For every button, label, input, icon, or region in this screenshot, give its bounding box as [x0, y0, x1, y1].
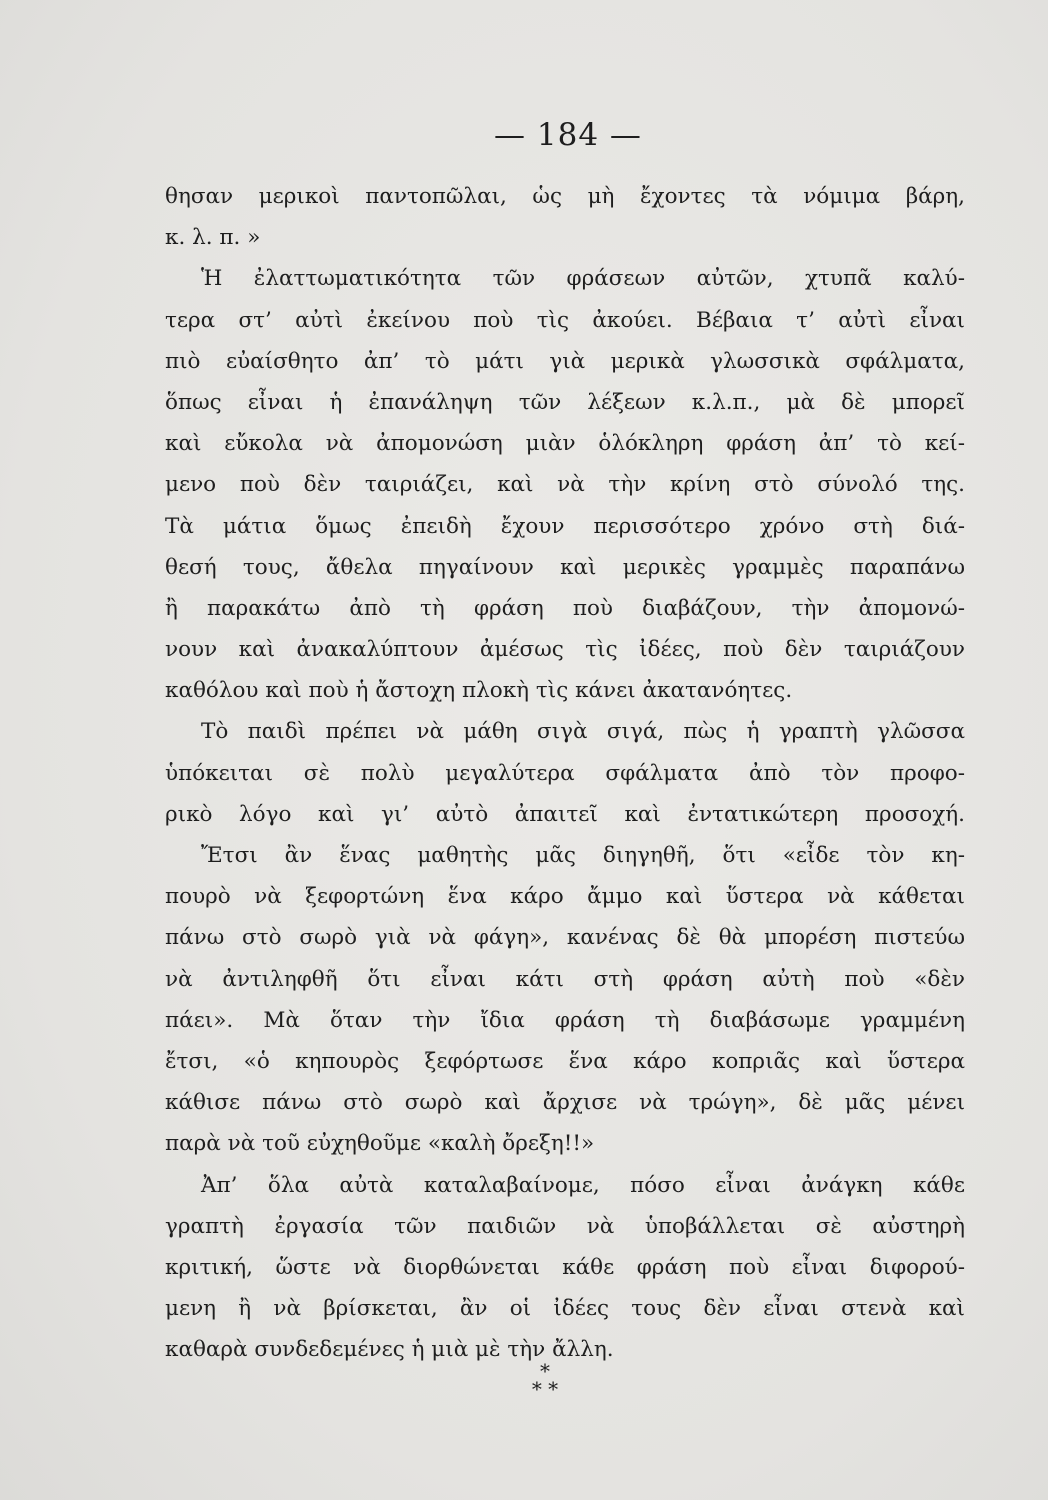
- text-line: ρικὸ λόγο καὶ γι’ αὐτὸ ἀπαιτεῖ καὶ ἐντατικώτερη προσοχή.: [165, 801, 965, 827]
- text-line: κ. λ. π. »: [165, 225, 261, 251]
- text-line: πιὸ εὐαίσθητο ἀπ’ τὸ μάτι γιὰ μερικὰ γλωσσικὰ σφάλματα,: [165, 348, 965, 374]
- text-line: Ἔτσι ἂν ἕνας μαθητὴς μᾶς διηγηθῆ, ὅτι «εἶδε τὸν κη-: [201, 843, 965, 868]
- text-line: τερα στ’ αὐτὶ ἐκείνου ποὺ τὶς ἀκούει. Βέβαια τ’ αὐτὶ εἶναι: [165, 307, 965, 333]
- text-line: Ἡ ἐλαττωματικότητα τῶν φράσεων αὐτῶν, χτυπᾶ καλύ-: [201, 266, 965, 292]
- text-line: γραπτὴ ἐργασία τῶν παιδιῶν νὰ ὑποβάλλεται σὲ αὐστηρὴ: [165, 1213, 965, 1239]
- text-line: κριτική, ὥστε νὰ διορθώνεται κάθε φράση ποὺ εἶναι διφορού-: [165, 1254, 965, 1280]
- text-line: Ἀπ’ ὅλα αὐτὰ καταλαβαίνομε, πόσο εἶναι ἀνάγκη κάθε: [201, 1172, 965, 1198]
- text-line: καὶ εὔκολα νὰ ἀπομονώση μιὰν ὁλόκληρη φράση ἀπ’ τὸ κεί-: [165, 431, 965, 457]
- text-line: καθαρὰ συνδεδεμένες ἡ μιὰ μὲ τὴν ἄλλη.: [165, 1337, 614, 1363]
- text-line: νουν καὶ ἀνακαλύπτουν ἀμέσως τὶς ἰδέες, ποὺ δὲν ταιριάζουν: [165, 637, 965, 663]
- text-line: θησαν μερικοὶ παντοπῶλαι, ὡς μὴ ἔχοντες τὰ νόμιμα βάρη,: [165, 184, 965, 209]
- text-line: ὅπως εἶναι ἡ ἐπανάληψη τῶν λέξεων κ.λ.π., μὰ δὲ μπορεῖ: [165, 389, 965, 415]
- separator-top: *: [540, 1359, 550, 1383]
- body-text: [165, 176, 965, 1370]
- text-line: καθόλου καὶ ποὺ ἡ ἄστοχη πλοκὴ τὶς κάνει ἀκατανόητες.: [165, 678, 793, 704]
- section-separator: [520, 1359, 570, 1401]
- text-line: πάει». Μὰ ὅταν τὴν ἴδια φράση τὴ διαβάσωμε γραμμένη: [165, 1007, 965, 1033]
- text-line: ἔτσι, «ὁ κηπουρὸς ξεφόρτωσε ἕνα κάρο κοπριᾶς καὶ ὕστερα: [165, 1048, 965, 1074]
- text-line: πουρὸ νὰ ξεφορτώνη ἕνα κάρο ἄμμο καὶ ὕστερα νὰ κάθεται: [165, 884, 965, 910]
- text-line: πάνω στὸ σωρὸ γιὰ νὰ φάγη», κανένας δὲ θὰ μπορέση πιστεύω: [165, 925, 965, 951]
- text-line: κάθισε πάνω στὸ σωρὸ καὶ ἄρχισε νὰ τρώγη», δὲ μᾶς μένει: [165, 1090, 965, 1116]
- text-line: μενο ποὺ δὲν ταιριάζει, καὶ νὰ τὴν κρίνη στὸ σύνολό της.: [165, 472, 965, 498]
- page-number: — 184 —: [494, 117, 642, 153]
- text-line: μενη ἢ νὰ βρίσκεται, ἂν οἱ ἰδέες τους δὲν εἶναι στενὰ καὶ: [165, 1296, 965, 1322]
- text-line: νὰ ἀντιληφθῆ ὅτι εἶναι κάτι στὴ φράση αὐτὴ ποὺ «δὲν: [165, 966, 965, 992]
- text-line: Τὸ παιδὶ πρέπει νὰ μάθη σιγὰ σιγά, πὼς ἡ γραπτὴ γλῶσσα: [201, 719, 965, 745]
- text-line: ὑπόκειται σὲ πολὺ μεγαλύτερα σφάλματα ἀπὸ τὸν προφο-: [165, 760, 965, 786]
- text-line: θεσή τους, ἄθελα πηγαίνουν καὶ μερικὲς γραμμὲς παραπάνω: [165, 554, 965, 580]
- separator-bottom: * *: [531, 1377, 559, 1401]
- text-line: ἢ παρακάτω ἀπὸ τὴ φράση ποὺ διαβάζουν, τὴν ἀπομονώ-: [165, 595, 965, 621]
- text-line: Τὰ μάτια ὅμως ἐπειδὴ ἔχουν περισσότερο χρόνο στὴ διά-: [165, 513, 965, 539]
- text-line: παρὰ νὰ τοῦ εὐχηθοῦμε «καλὴ ὄρεξη!!»: [165, 1131, 595, 1157]
